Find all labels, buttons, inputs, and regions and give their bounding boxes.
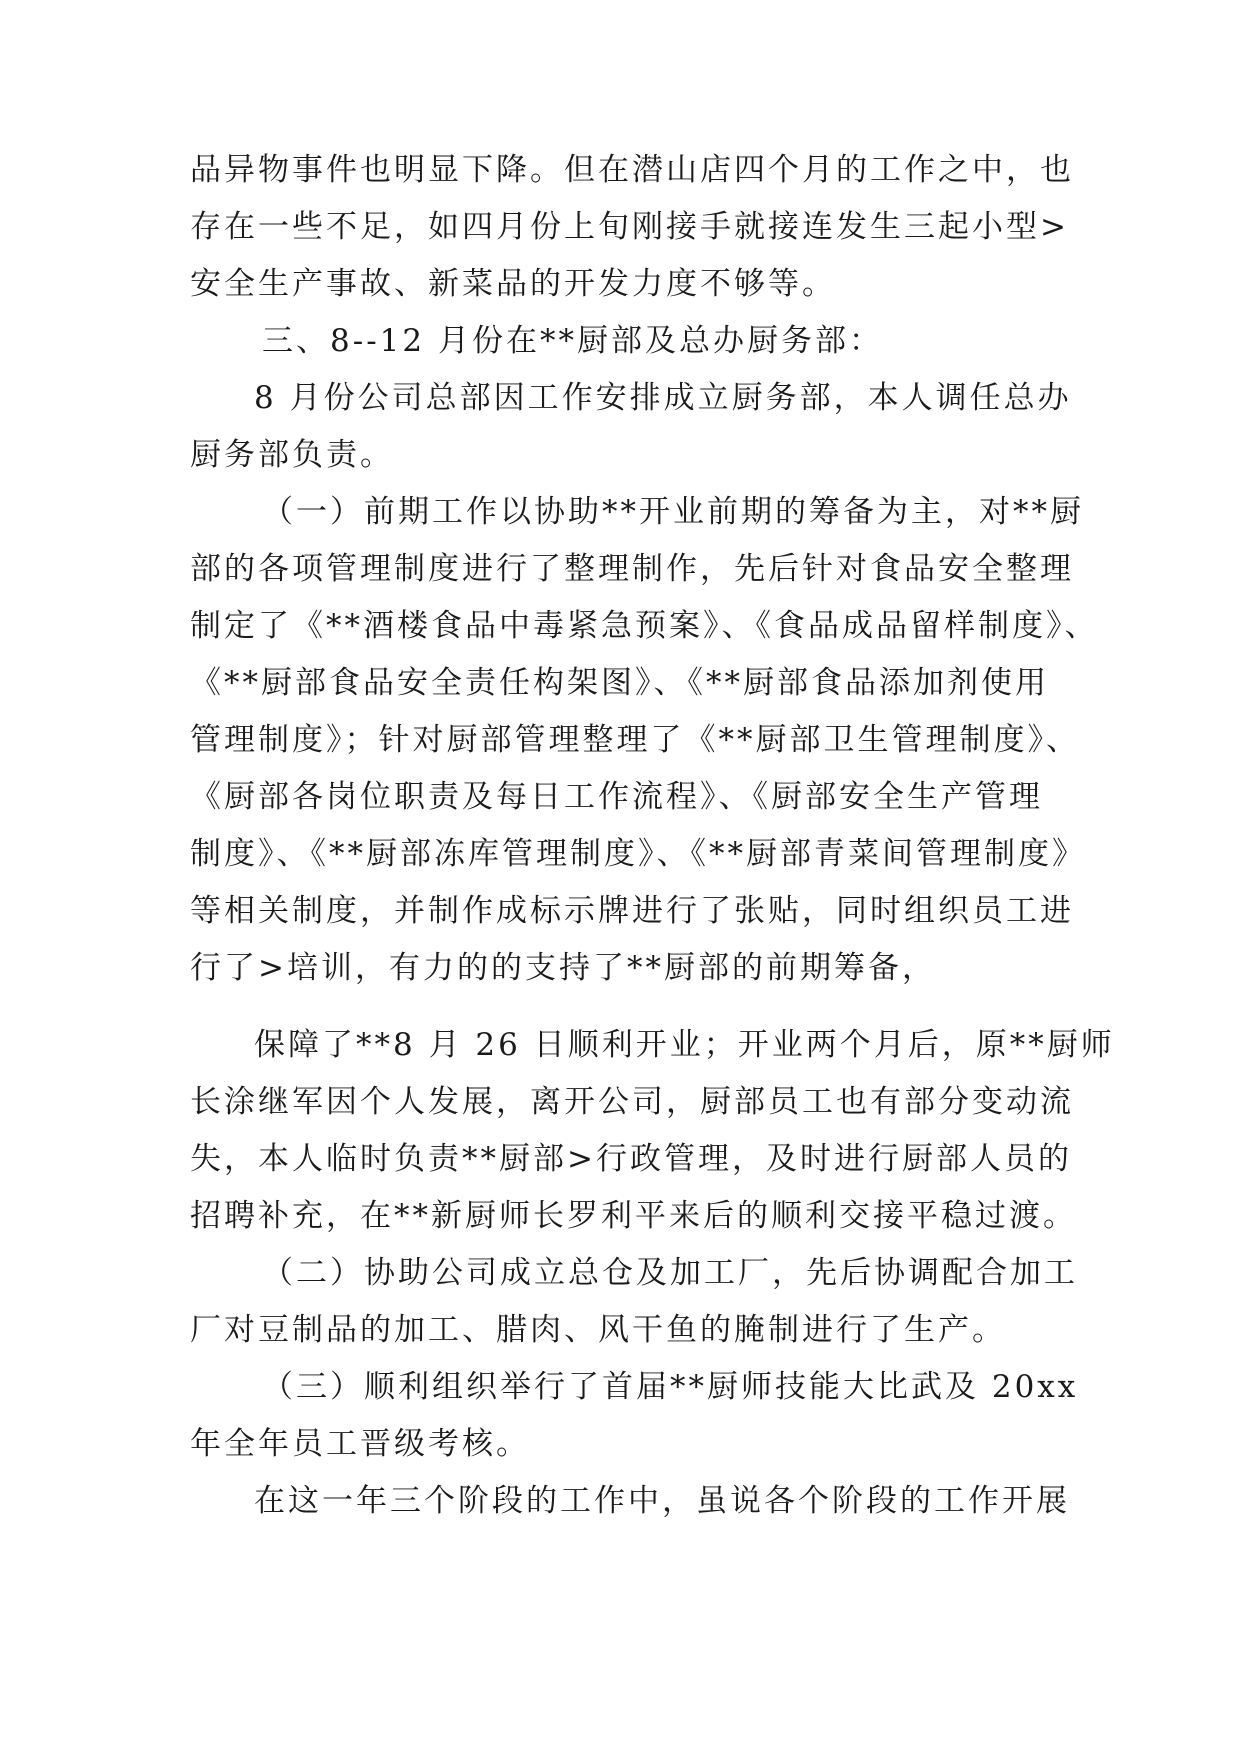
text-line: 《**厨部食品安全责任构架图》、《**厨部食品添加剂使用	[190, 665, 1049, 701]
text-line: 存在一些不足，如四月份上旬刚接手就接连发生三起小型>	[190, 209, 1069, 245]
text-line: 部的各项管理制度进行了整理制作，先后针对食品安全整理	[190, 551, 1074, 587]
section-heading: 三、8--12 月份在**厨部及总办厨务部：	[262, 323, 883, 359]
text-line: 制度》、《**厨部冻库管理制度》、《**厨部青菜间管理制度》	[190, 836, 1086, 872]
text-line: 《厨部各岗位职责及每日工作流程》、《厨部安全生产管理	[190, 779, 1043, 815]
text-line: 招聘补充，在**新厨师长罗利平来后的顺利交接平稳过渡。	[190, 1198, 1077, 1234]
text-line: （二）协助公司成立总仓及加工厂，先后协调配合加工	[262, 1255, 1078, 1291]
text-line: 在这一年三个阶段的工作中，虽说各个阶段的工作开展	[254, 1483, 1070, 1519]
text-line: 年全年员工晋级考核。	[190, 1426, 530, 1462]
text-line: 行了>培训，有力的的支持了**厨部的前期筹备，	[190, 950, 936, 986]
text-line: 厨务部负责。	[190, 437, 394, 473]
text-line: 品异物事件也明显下降。但在潜山店四个月的工作之中，也	[190, 152, 1074, 188]
text-line: 保障了**8 月 26 日顺利开业；开业两个月后，原**厨师	[254, 1027, 1115, 1063]
text-line: 长涂继军因个人发展，离开公司，厨部员工也有部分变动流	[190, 1084, 1074, 1120]
text-line: 安全生产事故、新菜品的开发力度不够等。	[190, 266, 836, 302]
text-line: 等相关制度，并制作成标示牌进行了张贴，同时组织员工进	[190, 893, 1074, 929]
text-line: 制定了《**酒楼食品中毒紧急预案》、《食品成品留样制度》、	[190, 608, 1099, 644]
text-line: （三）顺利组织举行了首届**厨师技能大比武及 20xx	[262, 1369, 1079, 1405]
text-line: 8 月份公司总部因工作安排成立厨务部，本人调任总办	[254, 380, 1072, 416]
text-line: 厂对豆制品的加工、腊肉、风干鱼的腌制进行了生产。	[190, 1312, 1006, 1348]
text-line: 管理制度》；针对厨部管理整理了《**厨部卫生管理制度》、	[190, 722, 1080, 758]
text-line: 失，本人临时负责**厨部>行政管理，及时进行厨部人员的	[190, 1141, 1072, 1177]
text-line: （一）前期工作以协助**开业前期的筹备为主，对**厨	[262, 494, 1084, 530]
